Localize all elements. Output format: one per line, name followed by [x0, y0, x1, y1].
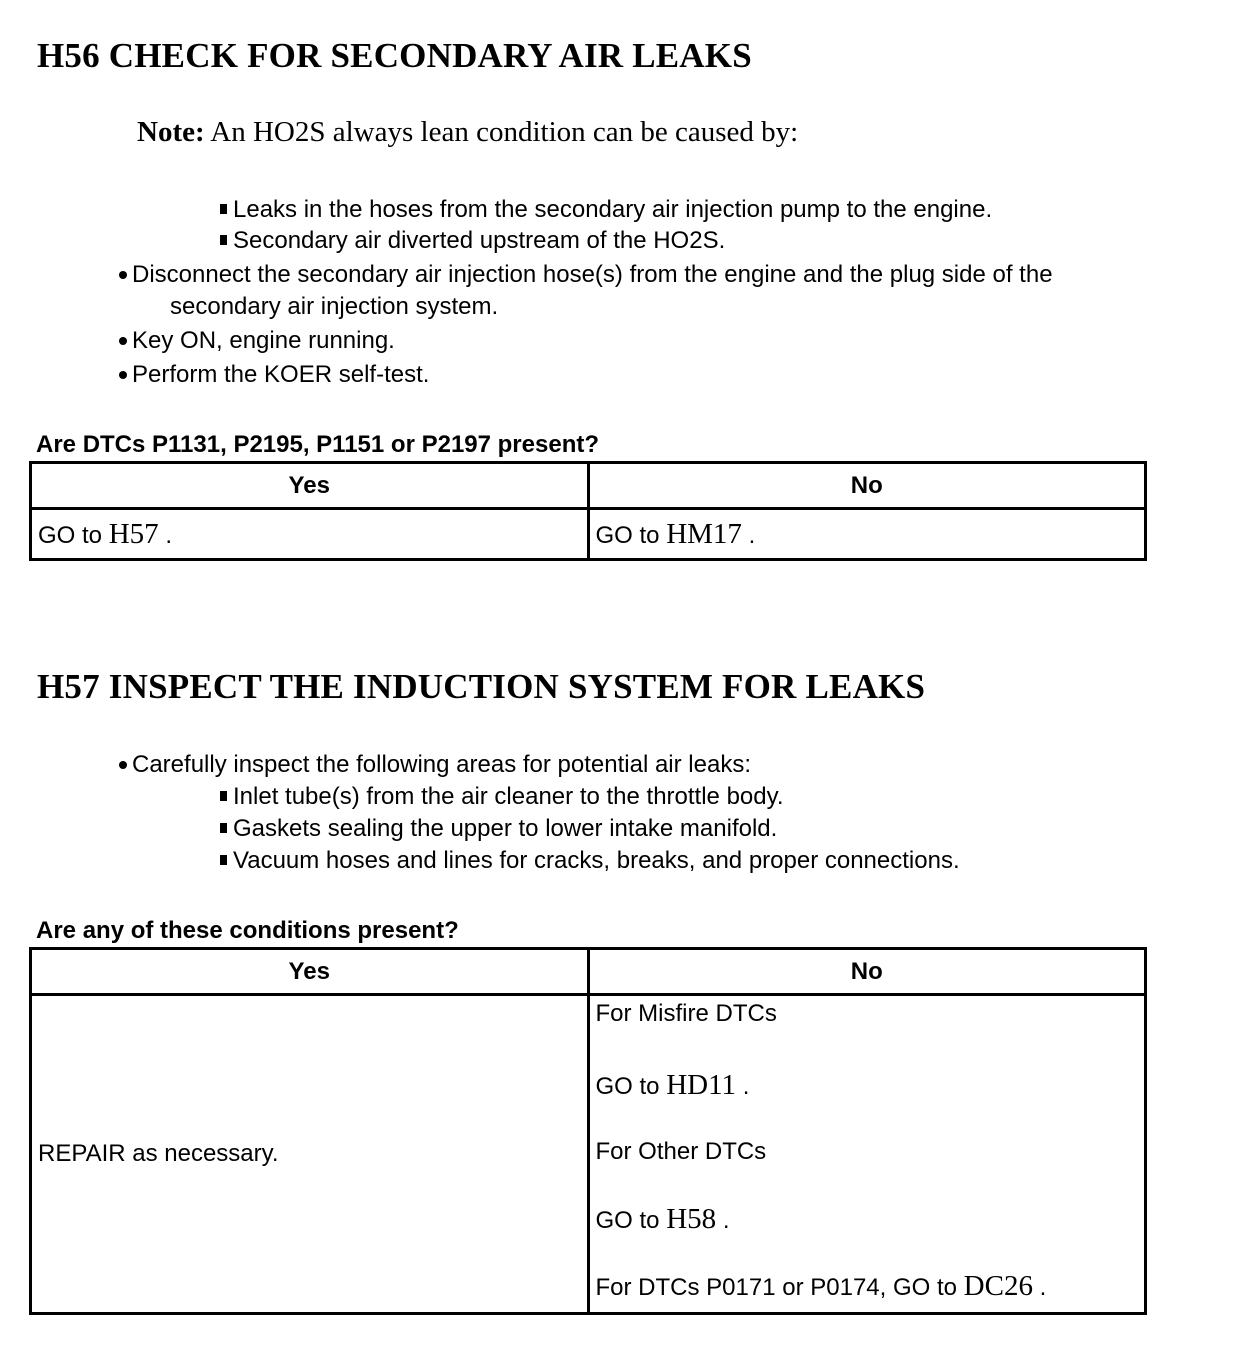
yes-cell [31, 509, 589, 560]
question-h57: Are any of these conditions present? [36, 917, 459, 944]
sub-bullet-text: Vacuum hoses and lines for cracks, breaks, and proper connections. [233, 847, 960, 874]
period: . [1039, 1274, 1047, 1301]
period: . [165, 521, 172, 549]
go-to-text: GO to [38, 521, 103, 549]
link-dc26[interactable]: DC26 [963, 1270, 1033, 1302]
round-bullet-icon [119, 761, 127, 769]
note [137, 116, 798, 149]
period: . [748, 521, 756, 549]
bullet-item [119, 750, 751, 780]
link-h57[interactable]: H57 [108, 517, 159, 550]
bullet-continuation: secondary air injection system. [170, 293, 499, 320]
square-bullet-icon [220, 235, 227, 245]
bullet-text: Perform the KOER self-test. [132, 361, 430, 388]
round-bullet-icon [119, 337, 127, 345]
no-cell [588, 509, 1146, 560]
other-go [596, 1197, 1145, 1264]
question-h56: Are DTCs P1131, P2195, P1151 or P2197 present? [36, 431, 600, 458]
link-hd11[interactable]: HD11 [666, 1069, 737, 1101]
bullet-text: Carefully inspect the following areas for potential air leaks: [132, 751, 751, 778]
decision-table-h56 [29, 461, 1147, 561]
round-bullet-icon [119, 371, 127, 379]
sub-bullet-item [220, 782, 784, 812]
go-to-text: GO to [595, 1207, 660, 1234]
round-bullet-icon [119, 271, 127, 279]
period: . [722, 1207, 730, 1234]
header-yes: Yes [31, 949, 589, 995]
sub-bullet-text: Secondary air diverted upstream of the HO2S. [233, 227, 726, 254]
bullet-item [119, 260, 1053, 290]
yes-cell [31, 995, 589, 1314]
table-row [31, 509, 1146, 560]
square-bullet-icon [220, 823, 227, 833]
sub-bullet-text: Inlet tube(s) from the air cleaner to the throttle body. [233, 783, 784, 810]
sub-bullet-item [220, 846, 960, 876]
header-no: No [588, 463, 1146, 509]
bullet-text: Disconnect the secondary air injection hose(s) from the engine and the plug side of the [132, 261, 1053, 288]
period: . [742, 1073, 750, 1100]
sub-bullet-item [220, 814, 777, 844]
repair-text: REPAIR as necessary. [38, 1140, 279, 1167]
bullet-text: Key ON, engine running. [132, 327, 395, 354]
no-cell [588, 995, 1146, 1314]
go-to-text: GO to [595, 521, 660, 549]
square-bullet-icon [220, 791, 227, 801]
header-no: No [588, 949, 1146, 995]
header-yes: Yes [31, 463, 589, 509]
section-title-h57: H57 INSPECT THE INDUCTION SYSTEM FOR LEAKS [37, 667, 926, 706]
link-h58[interactable]: H58 [666, 1203, 717, 1235]
fuel-trim-text: For DTCs P0171 or P0174, GO to [595, 1274, 957, 1301]
decision-table-h57 [29, 947, 1147, 1315]
go-to-text: GO to [595, 1073, 660, 1100]
note-text: An HO2S always lean condition can be caused by: [210, 116, 799, 148]
sub-bullet-item [220, 226, 725, 256]
sub-bullet-text: Gaskets sealing the upper to lower intake manifold. [233, 815, 778, 842]
link-hm17[interactable]: HM17 [666, 517, 742, 550]
sub-bullet-item [220, 195, 992, 225]
bullet-item [119, 360, 429, 390]
square-bullet-icon [220, 855, 227, 865]
other-label: For Other DTCs [595, 1138, 767, 1165]
misfire-go [596, 1063, 1145, 1130]
sub-bullet-text: Leaks in the hoses from the secondary air injection pump to the engine. [233, 196, 993, 223]
note-label: Note: [137, 116, 205, 148]
table-row [31, 995, 1146, 1314]
square-bullet-icon [220, 204, 227, 214]
misfire-label: For Misfire DTCs [595, 1000, 777, 1027]
section-title-h56: H56 CHECK FOR SECONDARY AIR LEAKS [37, 36, 752, 75]
bullet-item [119, 326, 395, 356]
fuel-trim-go [596, 1264, 1145, 1310]
